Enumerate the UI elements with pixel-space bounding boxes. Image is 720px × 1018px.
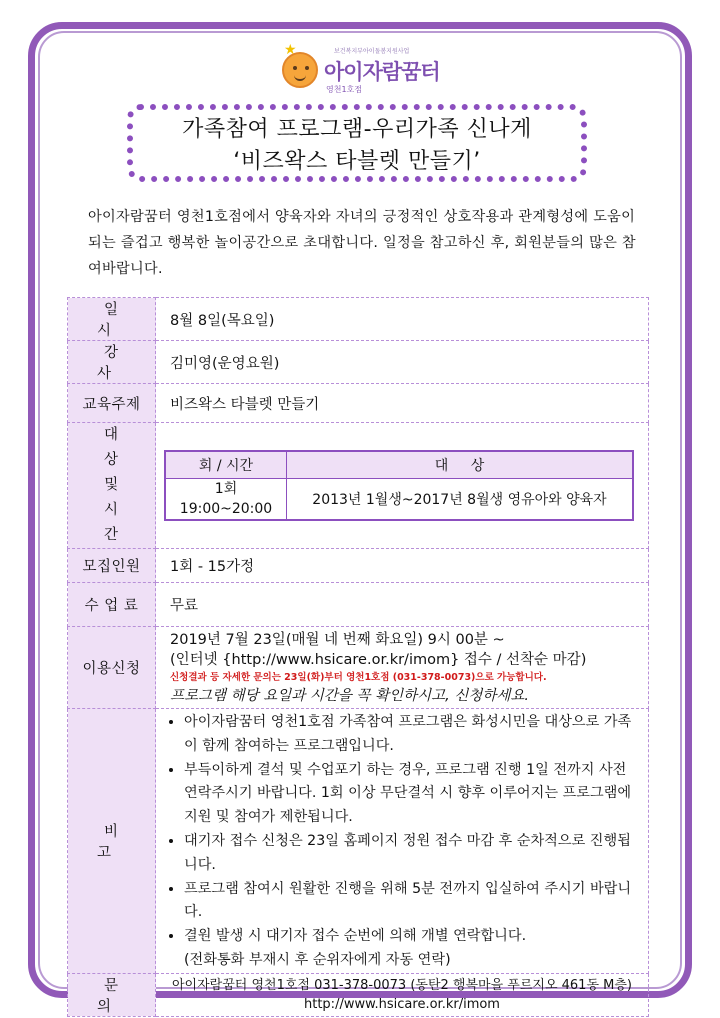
apply-notice: 신청결과 등 자세한 문의는 23일(화)부터 영천1호점 (031-378-0073)으로 가능합니다. xyxy=(170,671,547,683)
row-target xyxy=(68,423,649,549)
row-notes xyxy=(68,709,649,974)
fee-value: 무료 xyxy=(156,583,649,627)
capacity-value: 1회 - 15가정 xyxy=(156,549,649,583)
title-box xyxy=(127,104,587,182)
title-line-1: 가족참여 프로그램-우리가족 신나게 xyxy=(182,117,532,142)
fee-label: 수 업 료 xyxy=(68,583,156,627)
logo-tagline: 보건복지부아이돌봄지원사업 xyxy=(334,48,410,55)
logo-name: 아이자람꿈터 xyxy=(324,60,440,84)
date-label: 일 시 xyxy=(96,302,133,339)
info-table xyxy=(67,297,649,1017)
title-line-2: ‘비즈왁스 타블렛 만들기’ xyxy=(233,149,481,174)
row-capacity xyxy=(68,549,649,583)
apply-date: 2019년 7월 23일(매월 네 번째 화요일) 9시 00분 ~ xyxy=(170,631,505,648)
topic-label: 교육주제 xyxy=(68,384,156,423)
apply-reminder: 프로그램 해당 요일과 시간을 꼭 확인하시고, 신청하세요. xyxy=(170,687,530,704)
row-instructor xyxy=(68,341,649,384)
instructor-label: 강 사 xyxy=(96,345,133,382)
target-label-3: 시 간 xyxy=(103,502,133,543)
schedule-session: 1회 19:00~20:00 xyxy=(165,479,287,521)
schedule-target: 2013년 1월생~2017년 8월생 영유아와 양육자 xyxy=(287,479,634,521)
apply-label: 이용신청 xyxy=(68,627,156,709)
note-item: • 대기자 접수 신청은 23일 홈페이지 정원 접수 마감 후 순차적으로 진행됩니다. xyxy=(184,830,636,878)
star-icon: ★ xyxy=(284,42,297,58)
row-date xyxy=(68,298,649,341)
note-item: • 결원 발생 시 대기자 접수 순번에 의해 개별 연락합니다. xyxy=(184,925,636,949)
instructor-value: 김미영(운영요원) xyxy=(156,341,649,384)
target-label-1: 대 상 xyxy=(103,427,133,468)
contact-label: 문 의 xyxy=(96,977,133,1015)
row-fee xyxy=(68,583,649,627)
note-item: • 아이자람꿈터 영천1호점 가족참여 프로그램은 화성시민을 대상으로 가족이 함께 참여하는 프로그램입니다. xyxy=(184,711,636,759)
note-item: • 프로그램 참여시 원활한 진행을 위해 5분 전까지 입실하여 주시기 바랍니다. xyxy=(184,878,636,926)
notes-label: 비 고 xyxy=(96,823,133,861)
topic-value: 비즈왁스 타블렛 만들기 xyxy=(156,384,649,423)
capacity-label: 모집인원 xyxy=(68,549,156,583)
note-sub: (전화통화 부재시 후 순위자에게 자동 연락) xyxy=(184,951,451,968)
row-contact xyxy=(68,973,649,1016)
logo-branch: 영천1호점 xyxy=(326,85,363,94)
contact-url[interactable]: http://www.hsicare.or.kr/imom xyxy=(304,996,500,1012)
notes-list xyxy=(164,711,636,949)
logo xyxy=(282,44,482,100)
schedule-header-time: 회 / 시간 xyxy=(165,451,287,479)
intro-text: 아이자람꿈터 영천1호점에서 양육자와 자녀의 긍정적인 상호작용과 관계형성에 도움이 되는 즐겁고 행복한 놀이공간으로 초대합니다. 일정을 참고하신 후, 회원분들의 많은 참여바랍니다. xyxy=(88,209,636,277)
row-apply xyxy=(68,627,649,709)
schedule-header-target: 대 상 xyxy=(287,451,634,479)
contact-address: 아이자람꿈터 영천1호점 031-378-0073 (동탄2 행복마을 푸르지오 461동 M층) xyxy=(171,977,632,993)
date-value: 8월 8일(목요일) xyxy=(156,298,649,341)
schedule-table xyxy=(164,450,634,521)
apply-method: (인터넷 {http://www.hsicare.or.kr/imom} 접수 / 선착순 마감) xyxy=(170,651,587,668)
target-label-2: 및 xyxy=(104,477,119,493)
row-topic xyxy=(68,384,649,423)
note-item: • 부득이하게 결석 및 수업포기 하는 경우, 프로그램 진행 1일 전까지 사전 연락주시기 바랍니다. 1회 이상 무단결석 시 향후 이루어지는 프로그램에 지원 및 참여가 제한됩니다. xyxy=(184,759,636,830)
